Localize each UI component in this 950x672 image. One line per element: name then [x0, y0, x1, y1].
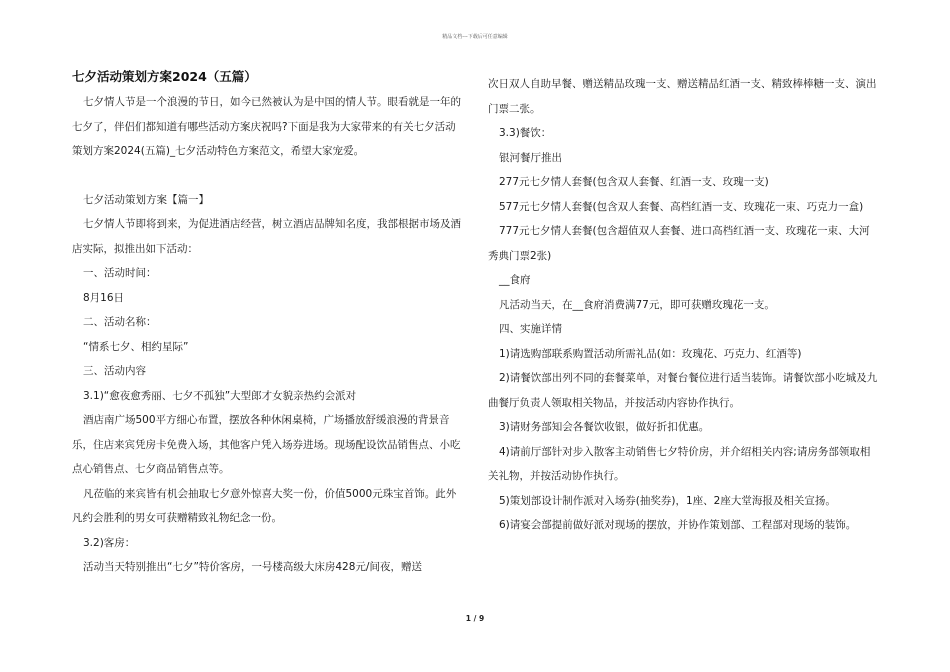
- paragraph: 6)请宴会部提前做好派对现场的摆放，并协作策划部、工程部对现场的装饰。: [499, 519, 857, 531]
- paragraph: “情系七夕、相约星际”: [83, 340, 189, 353]
- paragraph: 5)策划部设计制作派对入场券(抽奖券)，1座、2座大堂海报及相关宣扬。: [499, 494, 836, 507]
- spacer: [72, 164, 464, 188]
- paragraph: 2)请餐饮部出列不同的套餐菜单，对餐台餐位进行适当装饰。请餐饮部小吃城及九曲餐厅负责人领取相关物品，并按活动内容协作执行。: [488, 372, 878, 409]
- paragraph: 3)请财务部知会各餐饮收银，做好折扣优惠。: [499, 421, 710, 433]
- paragraph: 3.3)餐饮：: [499, 127, 552, 139]
- paragraph: 3.2)客房：: [83, 536, 136, 549]
- paragraph: 1)请选购部联系购置活动所需礼品(如：玫瑰花、巧克力、红酒等): [499, 347, 802, 360]
- page-header: 精品文档---下载后可任意编辑: [442, 34, 508, 40]
- paragraph: 凡活动当天，在__食府消费满77元，即可获赠玫瑰花一支。: [499, 298, 775, 311]
- left-column: [72, 68, 464, 580]
- section-heading: 七夕活动策划方案【篇一】: [83, 193, 209, 206]
- intro-paragraph: 七夕情人节是一个浪漫的节日，如今已然被认为是中国的情人节。眼看就是一年的七夕了，伴侣们都知道有哪些活动方案庆祝吗?下面是我为大家带来的有关七夕活动策划方案2024(五篇)_七夕活动特色方案范文，希望大家宠爱。: [72, 96, 461, 157]
- paragraph: 二、活动名称：: [83, 316, 157, 328]
- paragraph: 3.1)“愈夜愈秀丽、七夕不孤独”大型郎才女貌亲热约会派对: [83, 389, 357, 402]
- paragraph: 凡莅临的来宾皆有机会抽取七夕意外惊喜大奖一份，价值5000元珠宝首饰。此外凡约会胜利的男女可获赠精致礼物纪念一份。: [72, 487, 457, 524]
- document-title: 七夕活动策划方案2024（五篇）: [72, 69, 257, 84]
- paragraph: 酒店南广场500平方细心布置，摆放各种休闲桌椅，广场播放舒缓浪漫的背景音乐，住店来宾凭房卡免费入场，其他客户凭入场券进场。现场配设饮品销售点、小吃点心销售点、七夕商品销售点等。: [72, 414, 461, 475]
- paragraph: 活动当天特别推出“七夕”特价客房，一号楼高级大床房428元/间夜，赠送: [83, 561, 422, 573]
- paragraph: 777元七夕情人套餐(包含超值双人套餐、进口高档红酒一支、玫瑰花一束、大河秀典门票2张): [488, 225, 870, 262]
- paragraph: __食府: [499, 274, 531, 286]
- paragraph: 577元七夕情人套餐(包含双人套餐、高档红酒一支、玫瑰花一束、巧克力一盒): [499, 200, 864, 213]
- paragraph: 4)请前厅部针对步入散客主动销售七夕特价房，并介绍相关内容;请房务部领取相关礼物，并按活动协作执行。: [488, 445, 871, 482]
- right-column: [488, 72, 880, 538]
- page-number: 1 / 9: [465, 614, 485, 623]
- paragraph: 8月16日: [83, 291, 125, 304]
- paragraph: 四、实施详情: [499, 323, 562, 335]
- paragraph: 一、活动时间：: [83, 267, 157, 279]
- paragraph: 银河餐厅推出: [499, 151, 562, 164]
- paragraph: 七夕情人节即将到来，为促进酒店经营，树立酒店品牌知名度，我部根据市场及酒店实际，拟推出如下活动：: [72, 218, 461, 255]
- paragraph: 三、活动内容: [83, 365, 146, 377]
- paragraph: 277元七夕情人套餐(包含双人套餐、红酒一支、玫瑰一支): [499, 176, 769, 188]
- paragraph: 次日双人自助早餐、赠送精品玫瑰一支、赠送精品红酒一支、精致棒棒糖一支、演出门票二张。: [488, 78, 877, 115]
